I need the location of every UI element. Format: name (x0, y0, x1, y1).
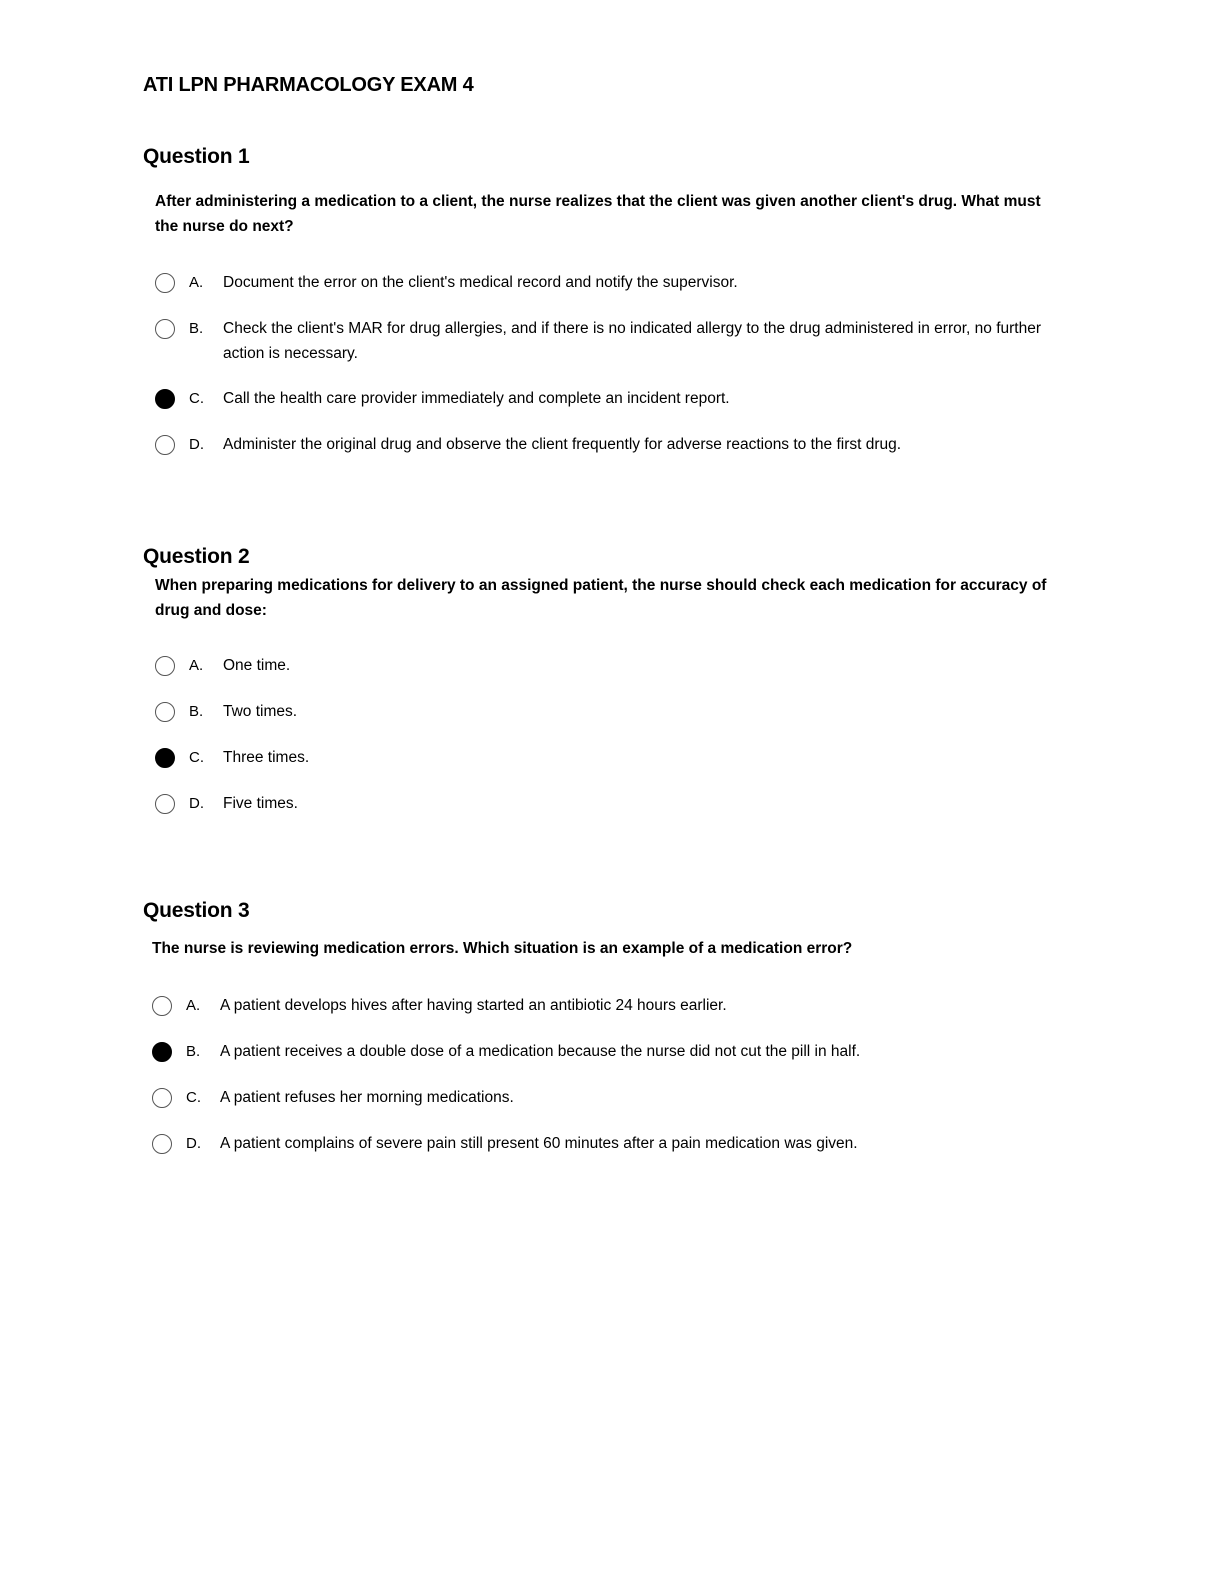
option-letter: D. (186, 1135, 201, 1152)
question-heading: Question 3 (143, 899, 250, 922)
page-title: ATI LPN PHARMACOLOGY EXAM 4 (143, 74, 474, 96)
option-d[interactable] (152, 1134, 1052, 1156)
option-text: Administer the original drug and observe the client frequently for adverse reactions to the first drug. (223, 436, 902, 453)
option-letter: C. (189, 390, 204, 407)
option-letter: A. (189, 657, 204, 674)
option-letter: D. (189, 436, 204, 453)
radio-button[interactable] (155, 319, 175, 339)
radio-button[interactable] (155, 389, 175, 409)
option-text: A patient receives a double dose of a medication because the nurse did not cut the pill in half. (220, 1043, 861, 1060)
question-1 (143, 145, 1063, 453)
option-c[interactable] (155, 748, 1055, 770)
radio-button[interactable] (155, 435, 175, 455)
option-text: Document the error on the client's medical record and notify the supervisor. (223, 274, 738, 291)
question-heading: Question 1 (143, 145, 250, 168)
option-text: A patient refuses her morning medications. (220, 1089, 514, 1106)
option-letter: C. (186, 1089, 201, 1106)
option-d[interactable] (155, 794, 1055, 816)
option-letter: A. (186, 997, 201, 1014)
radio-button[interactable] (155, 748, 175, 768)
option-text: One time. (223, 657, 291, 674)
option-letter: C. (189, 749, 204, 766)
option-letter: B. (189, 320, 204, 337)
option-b[interactable] (155, 319, 1055, 366)
option-text: A patient complains of severe pain still present 60 minutes after a pain medication was given. (220, 1135, 858, 1152)
radio-button[interactable] (155, 273, 175, 293)
option-text: A patient develops hives after having started an antibiotic 24 hours earlier. (220, 997, 727, 1014)
option-c[interactable] (152, 1088, 1052, 1110)
question-heading: Question 2 (143, 545, 250, 568)
question-text: When preparing medications for delivery to an assigned patient, the nurse should check each medication for accuracy of drug and dose: (155, 577, 1047, 619)
option-c[interactable] (155, 389, 1055, 411)
radio-button[interactable] (152, 996, 172, 1016)
option-b[interactable] (152, 1042, 1052, 1064)
question-text: After administering a medication to a client, the nurse realizes that the client was given another client's drug. What must the nurse do next? (155, 193, 1041, 235)
radio-button[interactable] (152, 1042, 172, 1062)
option-text: Five times. (223, 795, 298, 812)
radio-button[interactable] (152, 1134, 172, 1154)
option-a[interactable] (155, 273, 1055, 295)
option-text: Check the client's MAR for drug allergies, and if there is no indicated allergy to the drug administered in error, no further action is necessary. (223, 320, 1041, 362)
option-a[interactable] (152, 996, 1052, 1018)
option-letter: B. (186, 1043, 201, 1060)
radio-button[interactable] (155, 794, 175, 814)
radio-button[interactable] (155, 702, 175, 722)
radio-button[interactable] (152, 1088, 172, 1108)
question-text: The nurse is reviewing medication errors. Which situation is an example of a medication error? (152, 940, 853, 957)
radio-button[interactable] (155, 656, 175, 676)
option-letter: A. (189, 274, 204, 291)
question-3 (143, 899, 1063, 1152)
option-letter: D. (189, 795, 204, 812)
option-a[interactable] (155, 656, 1055, 678)
option-text: Call the health care provider immediately and complete an incident report. (223, 390, 730, 407)
option-letter: B. (189, 703, 204, 720)
option-text: Two times. (223, 703, 298, 720)
question-2 (143, 545, 1063, 812)
option-text: Three times. (223, 749, 310, 766)
option-d[interactable] (155, 435, 1055, 457)
option-b[interactable] (155, 702, 1055, 724)
